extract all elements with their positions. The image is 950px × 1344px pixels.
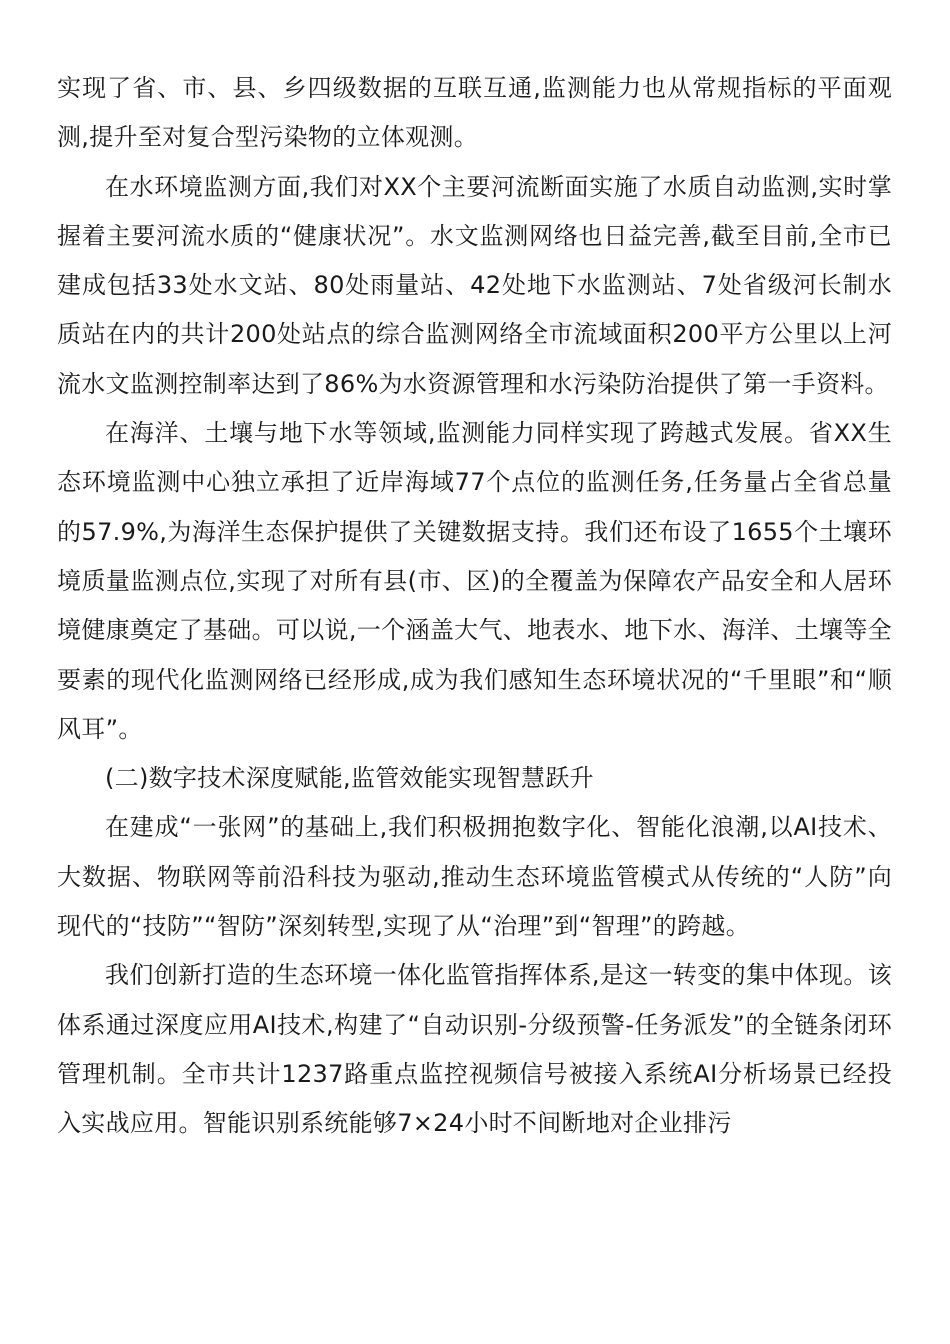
paragraph-ocean-soil: 在海洋、土壤与地下水等领域,监测能力同样实现了跨越式发展。省XX生态环境监测中心独立承担了近岸海域77个点位的监测任务,任务量占全省总量的57.9%,为海洋生态保护提供了关键数据支持。我们还布设了1655个土壤环境质量监测点位,实现了对所有县(市、区)的全覆盖为保障农产品安全和人居环境健康奠定了基础。可以说,一个涵盖大气、地表水、地下水、海洋、土壤等全要素的现代化监测网络已经形成,成为我们感知生态环境状况的“千里眼”和“顺风耳”。 (57, 419, 892, 743)
paragraph-water-monitoring: 在水环境监测方面,我们对XX个主要河流断面实施了水质自动监测,实时掌握着主要河流水质的“健康状况”。水文监测网络也日益完善,截至目前,全市已建成包括33处水文站、80处雨量站、42处地下水监测站、7处省级河长制水质站在内的共计200处站点的综合监测网络全市流域面积200平方公里以上河流水文监测控制率达到了86%为水资源管理和水污染防治提供了第一手资料。 (57, 172, 892, 398)
section-heading: (二)数字技术深度赋能,监管效能实现智慧跃升 (105, 764, 594, 793)
body-text (57, 64, 892, 1149)
paragraph-continued: 实现了省、市、县、乡四级数据的互联互通,监测能力也从常规指标的平面观测,提升至对复合型污染物的立体观测。 (57, 74, 892, 152)
paragraph-digital-tech: 在建成“一张网”的基础上,我们积极拥抱数字化、智能化浪潮,以AI技术、大数据、物联网等前沿科技为驱动,推动生态环境监管模式从传统的“人防”向现代的“技防”“智防”深刻转型,实现了从“治理”到“智理”的跨越。 (57, 813, 892, 941)
paragraph-command-system: 我们创新打造的生态环境一体化监管指挥体系,是这一转变的集中体现。该体系通过深度应用AI技术,构建了“自动识别-分级预警-任务派发”的全链条闭环管理机制。全市共计1237路重点监控视频信号被接入系统AI分析场景已经投入实战应用。智能识别系统能够7×24小时不间断地对企业排污 (57, 961, 892, 1138)
